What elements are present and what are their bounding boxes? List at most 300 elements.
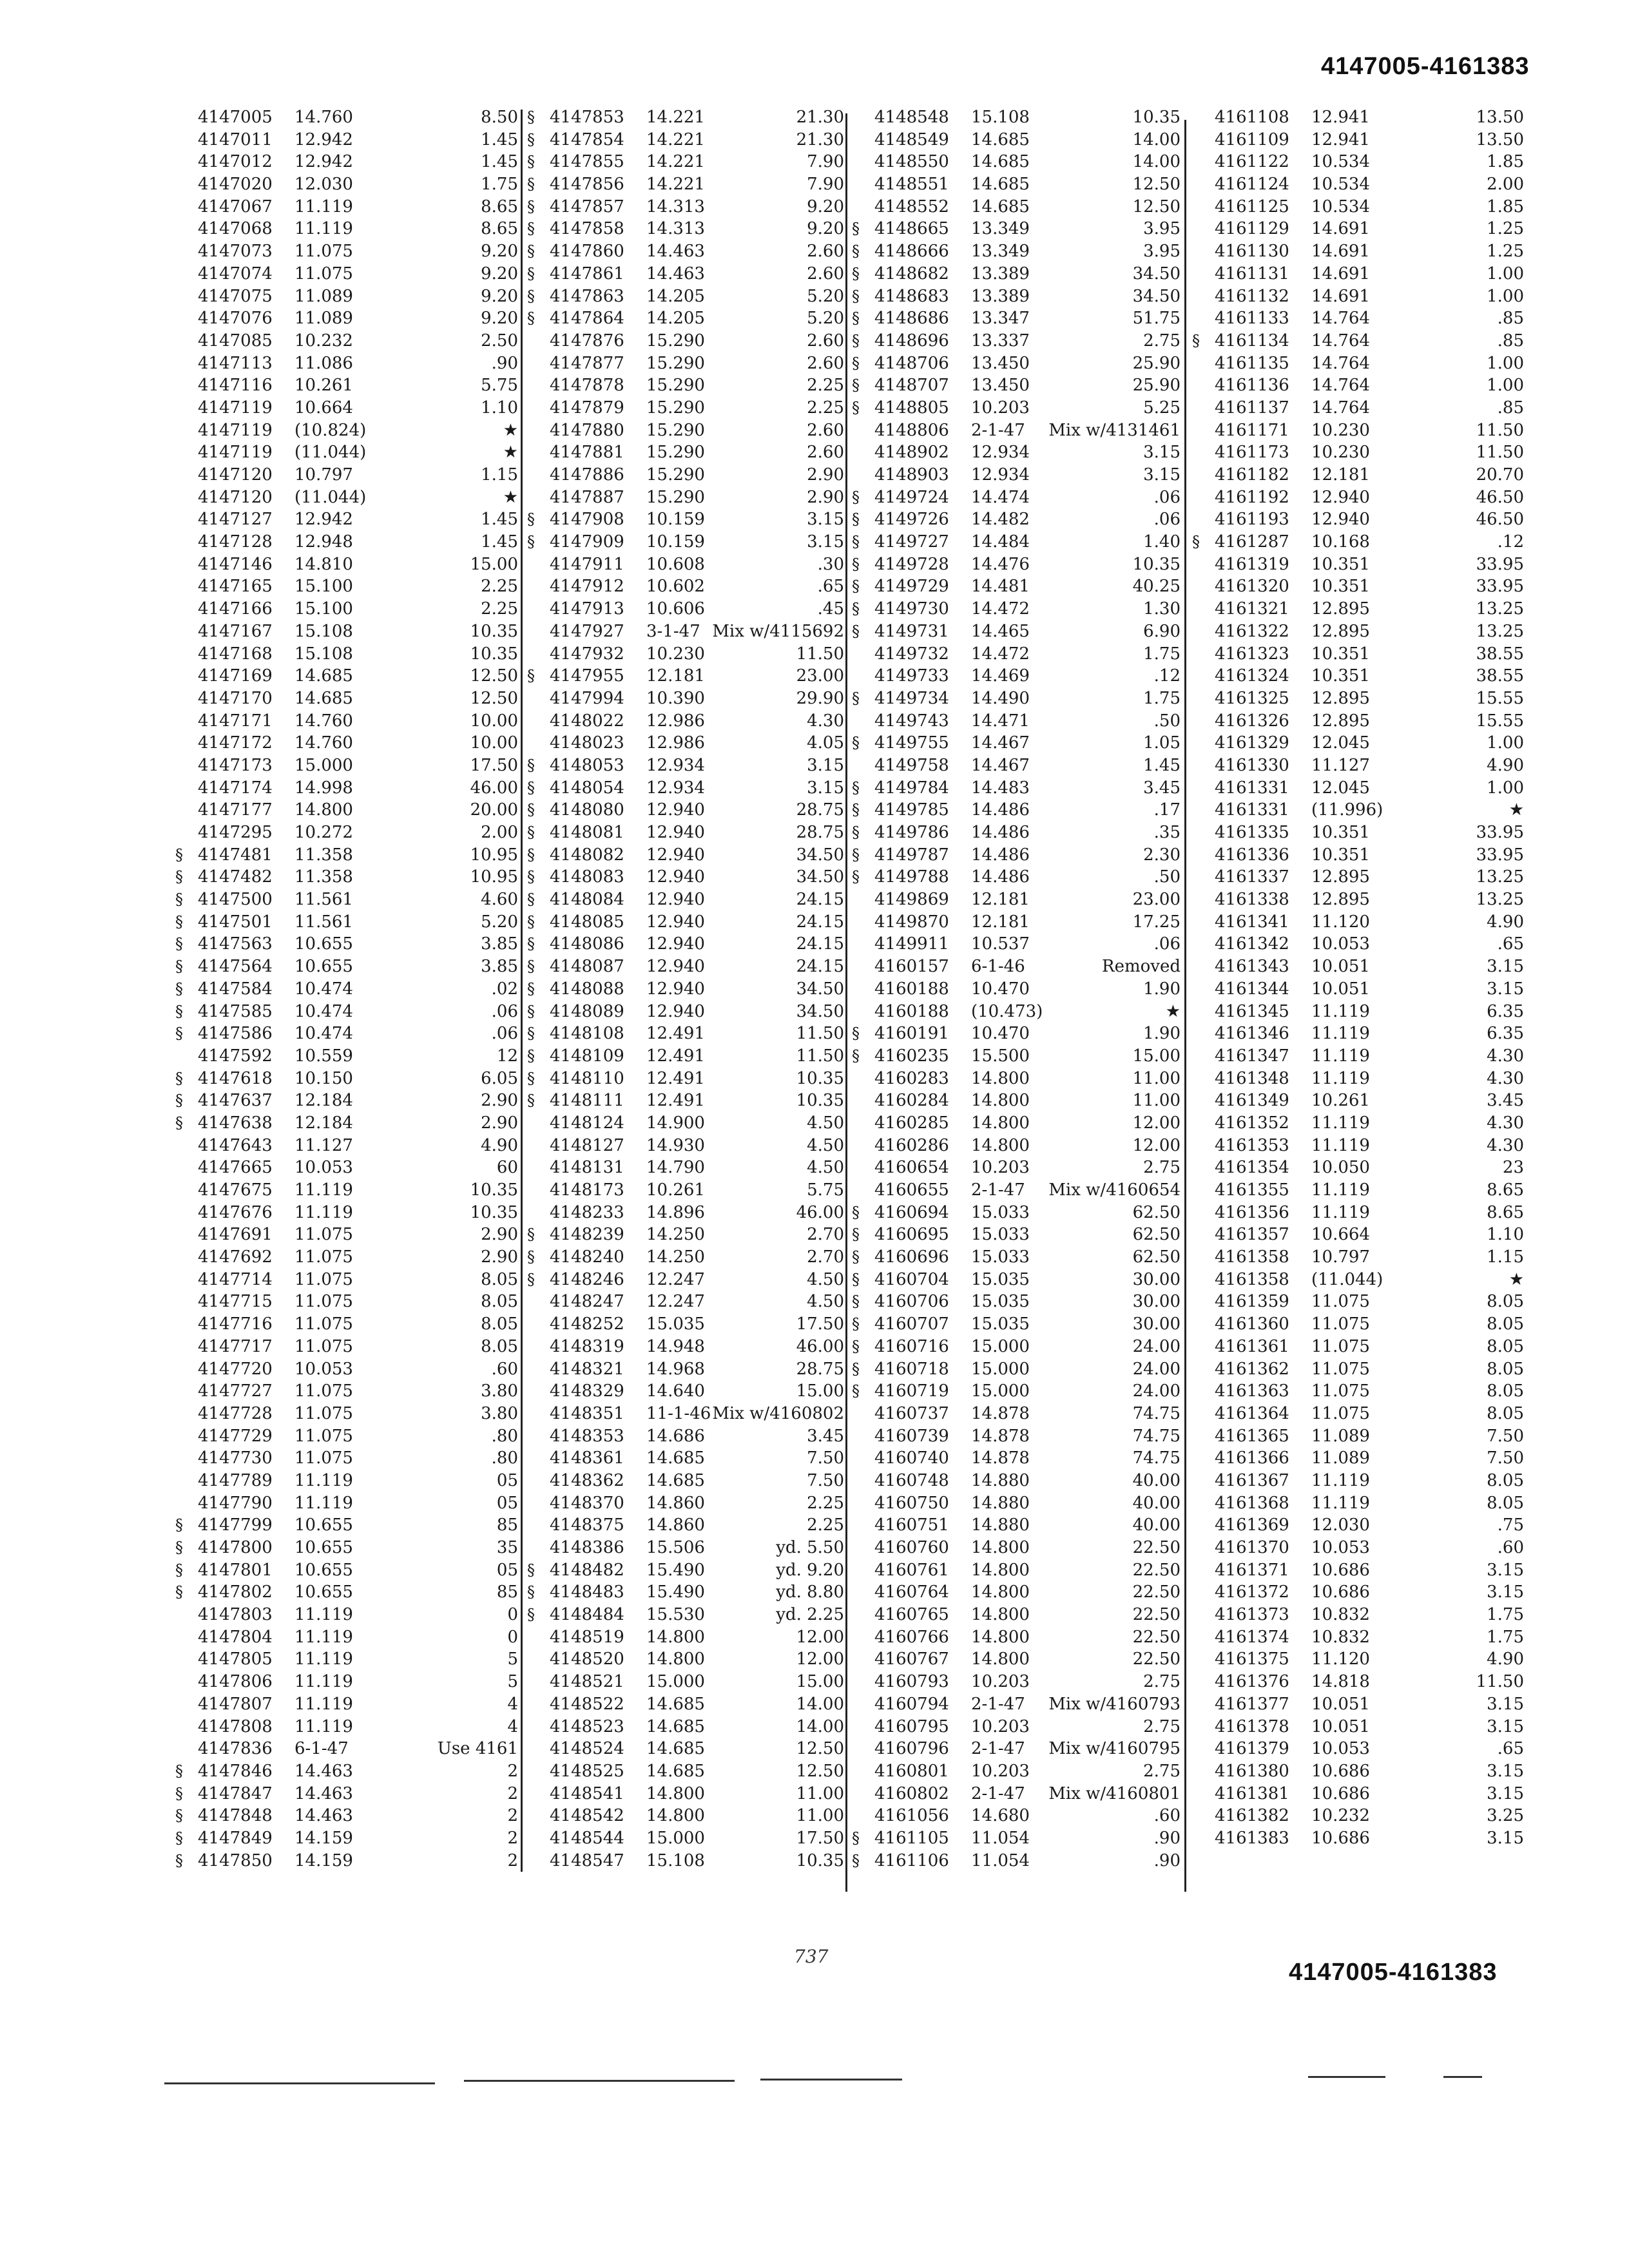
part-number: 4149726: [874, 510, 949, 530]
dimension-value: 3-1-47: [646, 621, 700, 641]
part-number: 4147886: [550, 465, 624, 485]
section-mark: §: [852, 734, 860, 753]
part-number: 4148239: [550, 1225, 624, 1245]
price: ★: [503, 420, 518, 440]
price: 3.45: [807, 1426, 844, 1446]
part-number: 4148233: [550, 1202, 624, 1222]
catalog-column-3: [852, 106, 1181, 1872]
part-number: 4147807: [198, 1694, 273, 1714]
part-number: 4147563: [198, 934, 273, 954]
catalog-row: [175, 196, 518, 218]
part-number: 4147643: [198, 1135, 273, 1155]
part-number: 4161326: [1215, 711, 1289, 731]
catalog-row: [852, 754, 1181, 777]
price: 2.75: [1143, 1158, 1181, 1178]
part-number: 4147887: [550, 487, 624, 507]
dimension-value: 10.470: [971, 1024, 1030, 1044]
catalog-row: [1192, 1559, 1524, 1582]
dimension-value: 14.880: [971, 1470, 1030, 1490]
catalog-row: [852, 1291, 1181, 1313]
part-number: 4147955: [550, 666, 624, 686]
price: 3.15: [1487, 979, 1524, 999]
catalog-row: [175, 620, 518, 643]
section-mark: §: [852, 1382, 860, 1401]
part-number: 4147804: [198, 1627, 273, 1647]
price: 10.35: [796, 1068, 844, 1088]
scan-artifact-line: [1443, 2076, 1482, 2078]
catalog-row: [175, 665, 518, 687]
dimension-value: 15.290: [646, 331, 705, 351]
dimension-value: 15.290: [646, 420, 705, 440]
catalog-row: [1192, 620, 1524, 643]
part-number: 4148551: [874, 175, 949, 195]
price: 4.05: [807, 733, 844, 753]
part-number: 4147638: [198, 1113, 273, 1133]
section-mark: §: [175, 1784, 183, 1803]
part-number: 4161382: [1215, 1806, 1289, 1826]
dimension-value: 14.800: [971, 1135, 1030, 1155]
section-mark: §: [1192, 533, 1200, 552]
price: 8.05: [481, 1336, 518, 1356]
dimension-value: 11.086: [294, 353, 353, 373]
catalog-row: [527, 1716, 844, 1738]
catalog-row: [527, 397, 844, 419]
section-mark: §: [527, 287, 535, 305]
price: 7.50: [1487, 1426, 1524, 1446]
part-number: 4148370: [550, 1493, 624, 1513]
part-number: 4147860: [550, 242, 624, 262]
price: 0: [507, 1627, 518, 1647]
price: 38.55: [1476, 666, 1524, 686]
part-number: 4161136: [1215, 376, 1289, 396]
dimension-value: 14.250: [646, 1225, 705, 1245]
dimension-value: 10.053: [1311, 1739, 1370, 1759]
price: 11.50: [1476, 1672, 1524, 1692]
price: 3.80: [481, 1381, 518, 1401]
catalog-row: [527, 1514, 844, 1537]
dimension-value: 15.530: [646, 1605, 705, 1625]
price: 4.50: [807, 1113, 844, 1133]
dimension-value: 14.800: [971, 1582, 1030, 1602]
catalog-row: [175, 1068, 518, 1090]
part-number: 4161320: [1215, 577, 1289, 597]
price: .90: [1153, 1850, 1181, 1870]
part-number: 4147119: [198, 420, 273, 440]
section-mark: §: [852, 533, 860, 552]
dimension-value: 15.290: [646, 353, 705, 373]
price: 28.75: [796, 823, 844, 842]
section-mark: §: [175, 1516, 183, 1535]
price: 4.60: [481, 890, 518, 910]
part-number: 4148124: [550, 1113, 624, 1133]
part-number: 4147864: [550, 309, 624, 329]
catalog-row: [1192, 732, 1524, 754]
dimension-value: 10.051: [1311, 1716, 1370, 1736]
catalog-row: [852, 620, 1181, 643]
section-mark: §: [527, 1024, 535, 1043]
catalog-row: [527, 643, 844, 666]
dimension-value: 10.168: [1311, 532, 1370, 552]
part-number: 4161355: [1215, 1180, 1289, 1200]
dimension-value: 11.119: [1311, 1024, 1370, 1044]
price: Mix w/4131461: [1048, 420, 1181, 440]
price: 9.20: [807, 219, 844, 239]
part-number: 4147618: [198, 1068, 273, 1088]
catalog-row: [175, 151, 518, 173]
part-number: 4161362: [1215, 1359, 1289, 1379]
dimension-value: 10.537: [971, 934, 1030, 954]
part-number: 4148707: [874, 376, 949, 396]
part-number: 4147805: [198, 1649, 273, 1669]
part-number: 4161323: [1215, 644, 1289, 664]
catalog-row: [1192, 799, 1524, 822]
catalog-row: [175, 263, 518, 285]
dimension-value: 10.261: [1311, 1091, 1370, 1111]
price: 24.00: [1132, 1359, 1181, 1379]
dimension-value: 11.075: [294, 1292, 353, 1312]
catalog-row: [175, 1202, 518, 1224]
catalog-row: [1192, 486, 1524, 509]
dimension-value: 14.469: [971, 666, 1030, 686]
price: 2.90: [807, 487, 844, 507]
price: 13.25: [1476, 599, 1524, 619]
part-number: 4160737: [874, 1403, 949, 1423]
price: 12.50: [1132, 175, 1181, 195]
price: 15.55: [1476, 711, 1524, 731]
price: 10.35: [470, 644, 518, 664]
price: 24.00: [1132, 1381, 1181, 1401]
price: 30.00: [1132, 1292, 1181, 1312]
price: 10.00: [470, 733, 518, 753]
part-number: 4147120: [198, 465, 273, 485]
price: 22.50: [1132, 1538, 1181, 1557]
part-number: 4160796: [874, 1739, 949, 1759]
part-number: 4161129: [1215, 219, 1289, 239]
dimension-value: 14.685: [646, 1470, 705, 1490]
price: 7.90: [807, 152, 844, 172]
section-mark: §: [175, 1002, 183, 1021]
part-number: 4161330: [1215, 755, 1289, 775]
dimension-value: 11.075: [1311, 1381, 1370, 1401]
dimension-value: 14.472: [971, 644, 1030, 664]
part-number: 4147847: [198, 1783, 273, 1803]
price: Mix w/4160793: [1048, 1694, 1181, 1714]
part-number: 4160764: [874, 1582, 949, 1602]
catalog-row: [527, 1157, 844, 1179]
catalog-row: [852, 1827, 1181, 1850]
dimension-value: 14.691: [1311, 286, 1370, 306]
dimension-value: 14.878: [971, 1448, 1030, 1468]
dimension-value: 11.075: [294, 1381, 353, 1401]
dimension-value: 12.940: [646, 823, 705, 842]
price: 2.90: [481, 1247, 518, 1267]
catalog-row: [175, 1760, 518, 1783]
dimension-value: 14.800: [294, 800, 353, 820]
dimension-value: 14.250: [646, 1247, 705, 1267]
price: 4.30: [1487, 1135, 1524, 1155]
part-number: 4160704: [874, 1269, 949, 1289]
dimension-value: 15.035: [971, 1314, 1030, 1334]
catalog-row: [175, 1090, 518, 1112]
part-number: 4161336: [1215, 845, 1289, 865]
catalog-row: [175, 1671, 518, 1693]
part-number: 4147592: [198, 1046, 273, 1066]
catalog-row: [175, 1224, 518, 1246]
catalog-row: [852, 1514, 1181, 1537]
dimension-value: 15.490: [646, 1560, 705, 1580]
dimension-value: 14.685: [971, 130, 1030, 149]
part-number: 4147908: [550, 510, 624, 530]
price: 8.65: [481, 197, 518, 216]
price: .65: [1497, 934, 1524, 954]
part-number: 4147169: [198, 666, 273, 686]
price: 1.05: [1143, 733, 1181, 753]
part-number: 4160765: [874, 1605, 949, 1625]
dimension-value: 10.351: [1311, 845, 1370, 865]
part-number: 4160761: [874, 1560, 949, 1580]
price: 33.95: [1476, 577, 1524, 597]
dimension-value: 10.050: [1311, 1158, 1370, 1178]
price: 2.60: [807, 443, 844, 463]
price: 8.05: [1487, 1292, 1524, 1312]
dimension-value: 12.247: [646, 1269, 705, 1289]
section-mark: §: [527, 778, 535, 797]
part-number: 4147067: [198, 197, 273, 216]
section-mark: §: [175, 912, 183, 931]
dimension-value: 10.686: [1311, 1828, 1370, 1848]
dimension-value: 14.159: [294, 1828, 353, 1848]
catalog-row: [1192, 1470, 1524, 1492]
price: .85: [1497, 331, 1524, 351]
dimension-value: 14.490: [971, 688, 1030, 708]
part-number: 4161358: [1215, 1269, 1289, 1289]
part-number: 4147863: [550, 286, 624, 306]
catalog-row: [852, 1135, 1181, 1157]
catalog-row: [175, 822, 518, 844]
price: 3.15: [807, 532, 844, 552]
price: 3.15: [807, 778, 844, 798]
part-number: 4147170: [198, 688, 273, 708]
catalog-row: [852, 1537, 1181, 1559]
section-mark: §: [527, 264, 535, 283]
dimension-value: 10.474: [294, 979, 353, 999]
part-number: 4149732: [874, 644, 949, 664]
dimension-value: 10.602: [646, 577, 705, 597]
section-mark: §: [527, 1046, 535, 1065]
catalog-row: [527, 1403, 844, 1425]
catalog-row: [527, 196, 844, 218]
part-number: 4161370: [1215, 1538, 1289, 1557]
part-number: 4147802: [198, 1582, 273, 1602]
catalog-row: [527, 665, 844, 687]
part-number: 4149733: [874, 666, 949, 686]
section-mark: §: [527, 957, 535, 976]
price: 24.15: [796, 934, 844, 954]
part-number: 4161346: [1215, 1024, 1289, 1044]
part-number: 4147994: [550, 688, 624, 708]
part-number: 4160802: [874, 1783, 949, 1803]
catalog-row: [527, 598, 844, 620]
price: 23.00: [1132, 890, 1181, 910]
part-number: 4148484: [550, 1605, 624, 1625]
price: 3.15: [1487, 1582, 1524, 1602]
catalog-row: [175, 1179, 518, 1202]
dimension-value: 14.800: [971, 1068, 1030, 1088]
section-mark: §: [175, 1762, 183, 1780]
catalog-row: [175, 844, 518, 867]
price: 34.50: [1132, 264, 1181, 284]
part-number: 4161374: [1215, 1627, 1289, 1647]
catalog-row: [175, 1023, 518, 1045]
part-number: 4149734: [874, 688, 949, 708]
price: 60: [496, 1158, 518, 1178]
dimension-value: 12.895: [1311, 711, 1370, 731]
dimension-value: 10.159: [646, 532, 705, 552]
catalog-row: [527, 1068, 844, 1090]
catalog-row: [1192, 1358, 1524, 1381]
catalog-row: [852, 1179, 1181, 1202]
dimension-value: 11.075: [294, 1403, 353, 1423]
part-number: 4148686: [874, 309, 949, 329]
part-number: 4161335: [1215, 823, 1289, 842]
price: 8.05: [481, 1314, 518, 1334]
part-number: 4147665: [198, 1158, 273, 1178]
catalog-row: [852, 665, 1181, 687]
price: 3.15: [1143, 465, 1181, 485]
part-number: 4147119: [198, 443, 273, 463]
catalog-row: [527, 441, 844, 464]
catalog-row: [1192, 553, 1524, 576]
section-mark: §: [175, 1851, 183, 1870]
price: .65: [817, 577, 844, 597]
price: .06: [1153, 487, 1181, 507]
dimension-value: 12.942: [294, 130, 353, 149]
price: yd. 2.25: [776, 1605, 844, 1625]
part-number: 4147716: [198, 1314, 273, 1334]
catalog-row: [527, 933, 844, 956]
part-number: 4147074: [198, 264, 273, 284]
price: 21.30: [796, 130, 844, 149]
price: .90: [491, 353, 518, 373]
dimension-value: 14.482: [971, 510, 1030, 530]
part-number: 4160191: [874, 1024, 949, 1044]
part-number: 4161106: [874, 1850, 949, 1870]
price: 4.90: [481, 1135, 518, 1155]
catalog-row: [527, 1246, 844, 1269]
part-number: 4160284: [874, 1091, 949, 1111]
price: 5.75: [481, 376, 518, 396]
dimension-value: 11.119: [294, 1649, 353, 1669]
catalog-row: [527, 285, 844, 308]
catalog-row: [1192, 307, 1524, 330]
price: 3.15: [1487, 1783, 1524, 1803]
catalog-row: [1192, 1157, 1524, 1179]
part-number: 4161137: [1215, 398, 1289, 418]
price: 2.60: [807, 331, 844, 351]
catalog-row: [527, 1805, 844, 1827]
section-mark: §: [527, 1561, 535, 1579]
part-number: 4147692: [198, 1247, 273, 1267]
section-mark: §: [527, 845, 535, 864]
dimension-value: 14.685: [294, 666, 353, 686]
part-number: 4161329: [1215, 733, 1289, 753]
price: .85: [1497, 309, 1524, 329]
catalog-row: [852, 643, 1181, 666]
section-mark: §: [175, 1561, 183, 1579]
part-number: 4147585: [198, 1001, 273, 1021]
dimension-value: (11.996): [1311, 800, 1383, 820]
part-number: 4147166: [198, 599, 273, 619]
dimension-value: 13.450: [971, 376, 1030, 396]
price: .65: [1497, 1739, 1524, 1759]
catalog-row: [527, 352, 844, 375]
price: 33.95: [1476, 823, 1524, 842]
catalog-row: [1192, 1671, 1524, 1693]
part-number: 4148351: [550, 1403, 624, 1423]
price: 9.20: [481, 286, 518, 306]
price: 12.50: [796, 1739, 844, 1759]
catalog-row: [175, 1135, 518, 1157]
dimension-value: 11.119: [294, 1493, 353, 1513]
dimension-value: 14.800: [971, 1560, 1030, 1580]
dimension-value: 11.075: [294, 1247, 353, 1267]
dimension-value: 10.051: [1311, 957, 1370, 977]
dimension-value: 14.764: [1311, 398, 1370, 418]
dimension-value: 12.491: [646, 1024, 705, 1044]
price: 1.45: [481, 510, 518, 530]
price: 2: [507, 1806, 518, 1826]
part-number: 4161348: [1215, 1068, 1289, 1088]
part-number: 4161322: [1215, 621, 1289, 641]
catalog-row: [1192, 1224, 1524, 1246]
price: 7.50: [1487, 1448, 1524, 1468]
catalog-row: [852, 1783, 1181, 1805]
dimension-value: 11.119: [1311, 1135, 1370, 1155]
price: 1.45: [1143, 755, 1181, 775]
catalog-row: [1192, 1179, 1524, 1202]
part-number: 4148903: [874, 465, 949, 485]
catalog-row: [852, 218, 1181, 240]
column-divider: [521, 110, 523, 1872]
dimension-value: 10.686: [1311, 1582, 1370, 1602]
catalog-row: [175, 687, 518, 710]
dimension-value: 10.470: [971, 979, 1030, 999]
catalog-row: [1192, 754, 1524, 777]
dimension-value: 12.895: [1311, 867, 1370, 887]
catalog-row: [175, 330, 518, 352]
price: ★: [503, 487, 518, 507]
catalog-row: [1192, 1626, 1524, 1649]
dimension-value: 6-1-46: [971, 957, 1025, 977]
dimension-value: 12.030: [294, 175, 353, 195]
section-mark: §: [852, 622, 860, 640]
price: .35: [1153, 823, 1181, 842]
catalog-row: [527, 687, 844, 710]
dimension-value: 12.986: [646, 711, 705, 731]
catalog-row: [852, 263, 1181, 285]
catalog-row: [175, 1648, 518, 1671]
dimension-value: 14.313: [646, 219, 705, 239]
catalog-row: [175, 486, 518, 509]
dimension-value: (11.044): [294, 487, 367, 507]
price: 8.05: [1487, 1314, 1524, 1334]
catalog-row: [1192, 575, 1524, 598]
dimension-value: 12.940: [1311, 487, 1370, 507]
catalog-row: [1192, 665, 1524, 687]
dimension-value: 15.000: [646, 1672, 705, 1692]
catalog-row: [852, 598, 1181, 620]
catalog-row: [1192, 374, 1524, 397]
